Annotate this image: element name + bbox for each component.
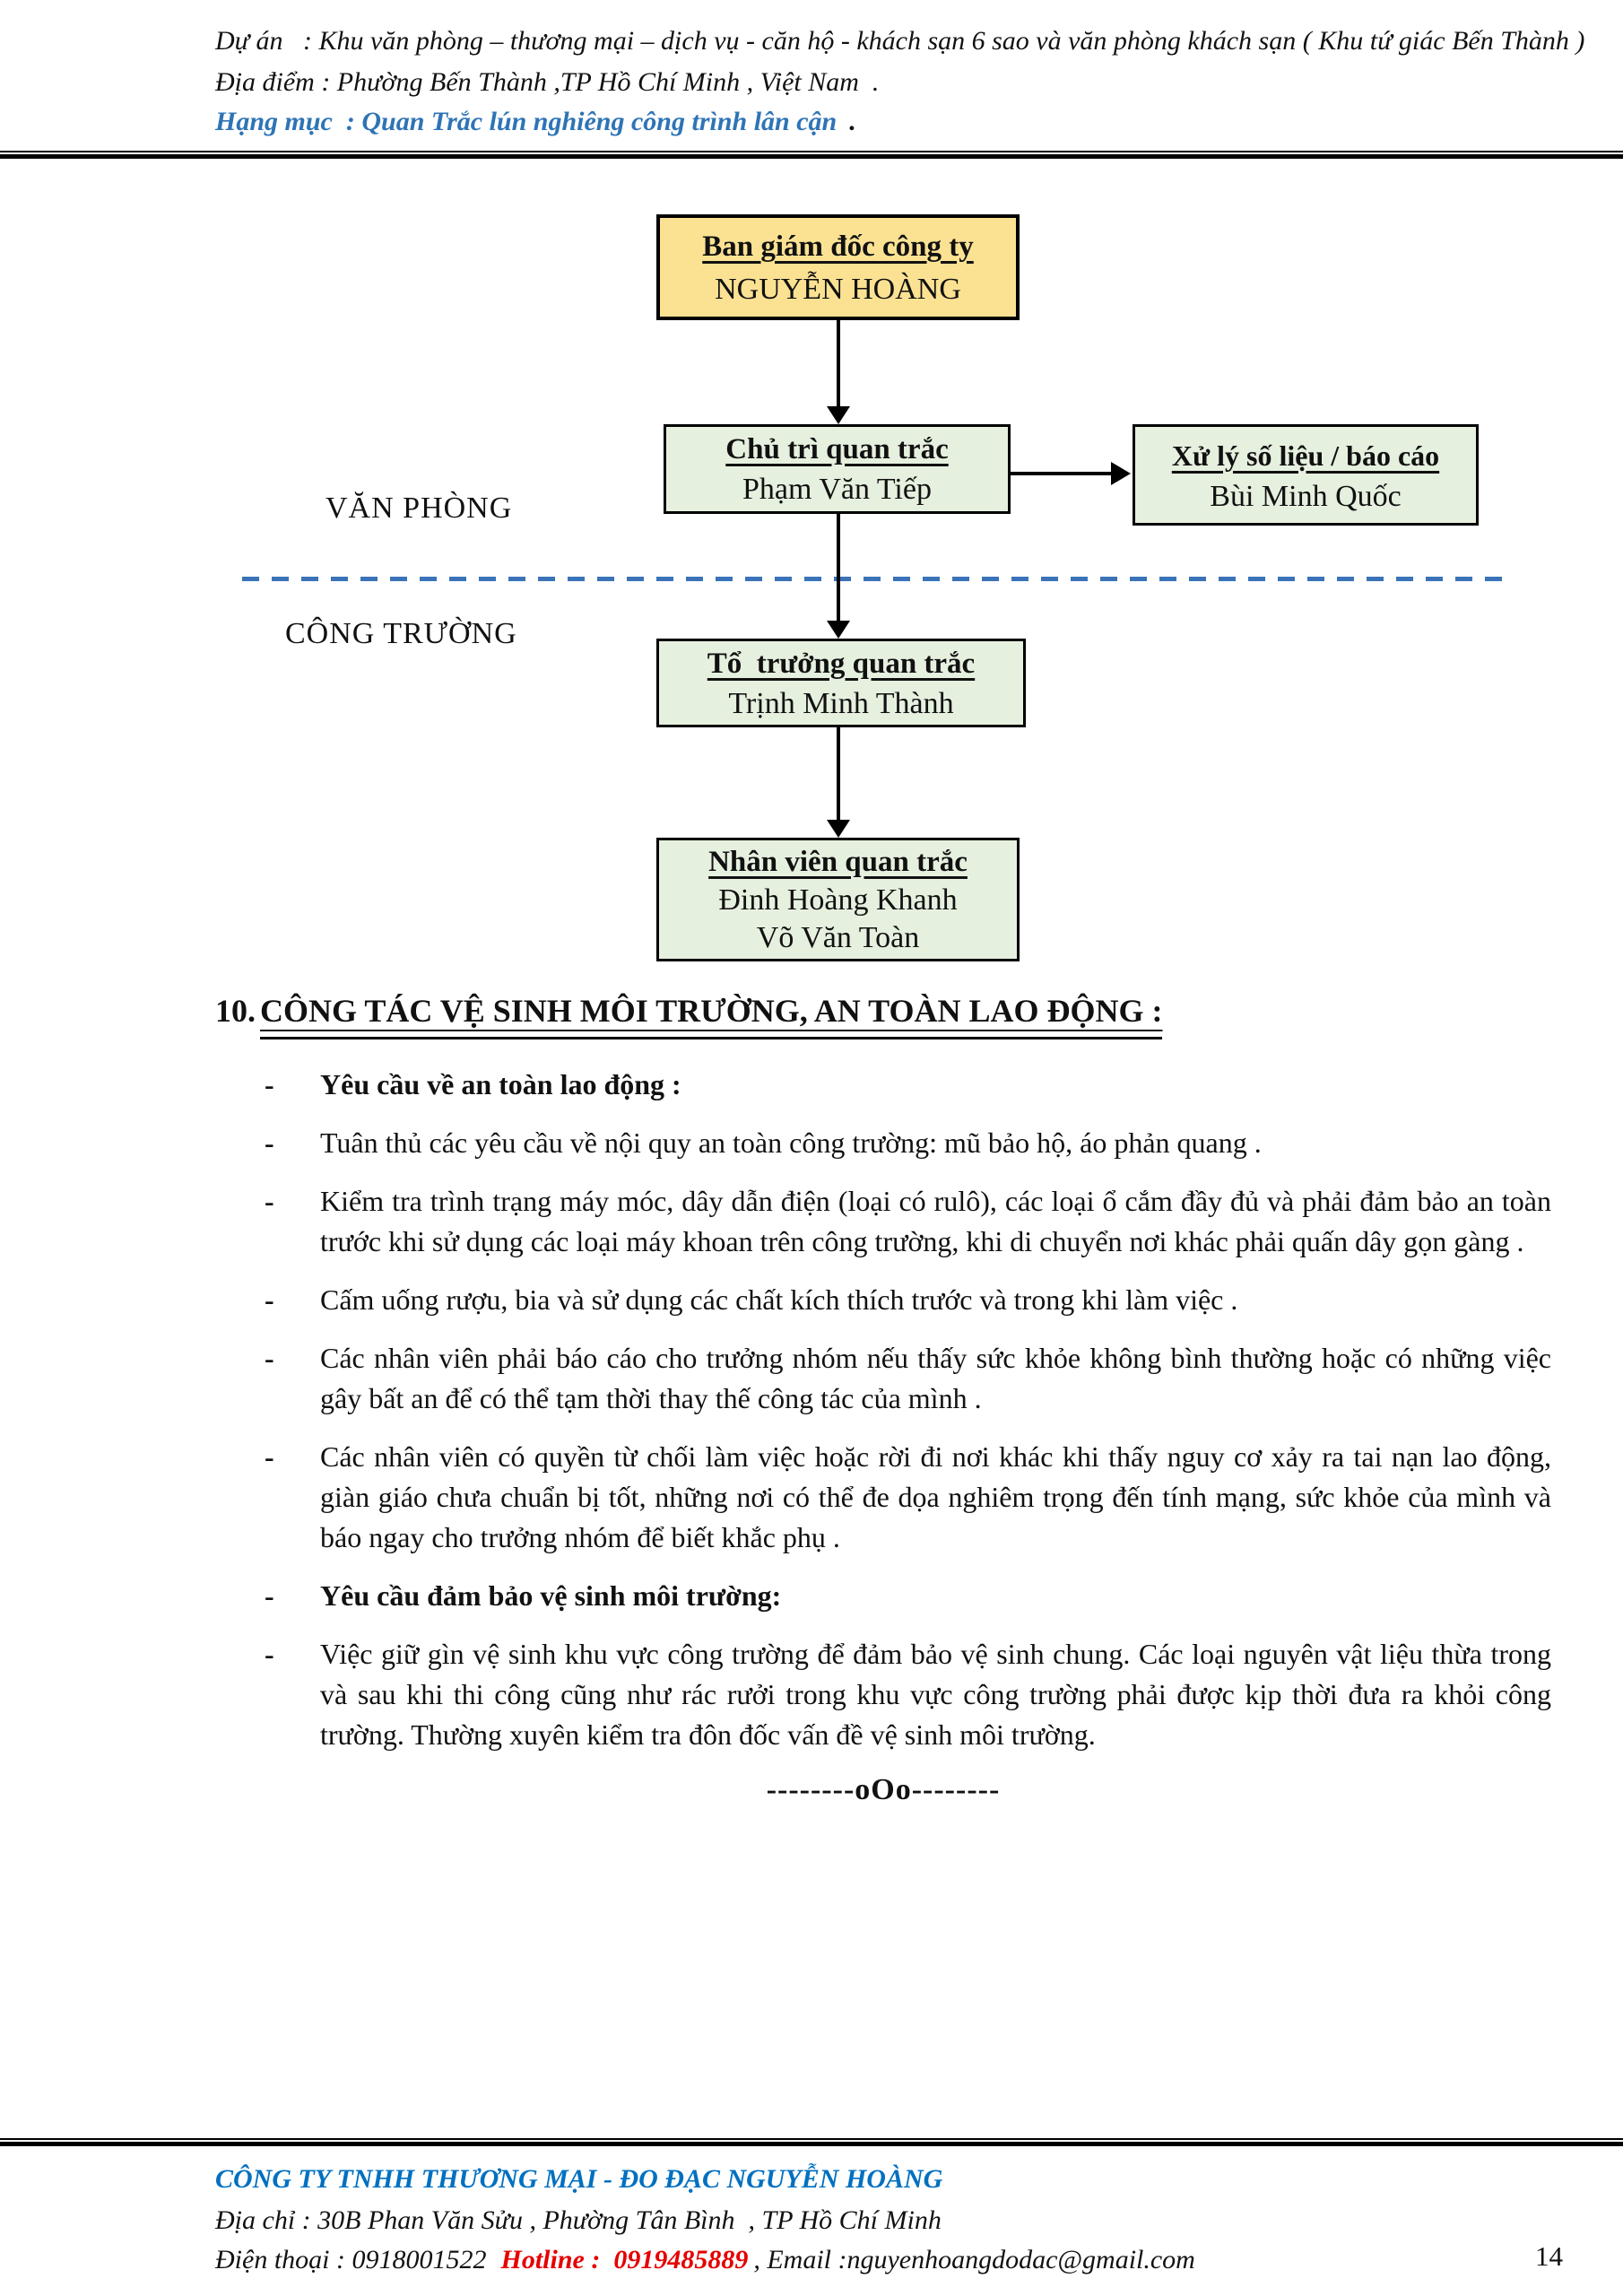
bullet-item [215, 1123, 1551, 1163]
section-heading [215, 989, 1551, 1039]
connector-director-to-lead [837, 320, 840, 406]
zone-office-label: VĂN PHÒNG [325, 491, 513, 525]
org-box-director-name: NGUYỄN HOÀNG [715, 273, 961, 306]
org-box-team-leader-name: Trịnh Minh Thành [728, 686, 954, 720]
org-box-lead-title: Chủ trì quan trắc [725, 433, 949, 465]
bullet-text: Việc giữ gìn vệ sinh khu vực công trường để đảm bảo vệ sinh chung. Các loại nguyên vật liệu thừa trong và sau khi thi công cũng như rác rưởi trong khu vực công trường phải được kịp thời đưa ra khỏi công trường. Thường xuyên kiểm tra đôn đốc vấn đề vệ sinh môi trường. [320, 1638, 1551, 1751]
bullet-text: Cấm uống rượu, bia và sử dụng các chất kích thích trước và trong khi làm việc . [320, 1283, 1238, 1316]
org-box-team-leader-title: Tổ trưởng quan trắc [707, 647, 976, 680]
footer-contact-line [215, 2242, 1195, 2278]
bullet-marker: - [265, 1126, 274, 1159]
bullet-item [215, 1181, 1551, 1262]
bullet-marker: - [265, 1283, 274, 1316]
arrow-down-icon [827, 621, 850, 639]
bullet-text: Các nhân viên phải báo cáo cho trưởng nhóm nếu thấy sức khỏe không bình thường hoặc có những việc gây bất an để có thể tạm thời thay thế công tác của mình . [320, 1342, 1551, 1414]
header-project-line: Dự án : Khu văn phòng – thương mại – dịch vụ - căn hộ - khách sạn 6 sao và văn phòng khách sạn ( Khu tứ giác Bến Thành ) [215, 26, 1585, 56]
arrow-down-icon [827, 406, 850, 424]
bullet-text: Các nhân viên có quyền từ chối làm việc hoặc rời đi nơi khác khi thấy nguy cơ xảy ra tai nạn lao động, giàn giáo chưa chuẩn bị tốt, những nơi có thể đe dọa nghiêm trọng đến tính mạng, sức khỏe của mình và báo ngay cho trưởng nhóm để biết khắc phụ . [320, 1440, 1551, 1553]
footer-rule [0, 2138, 1623, 2146]
org-box-staff [656, 838, 1020, 961]
bullet-text: Yêu cầu đảm bảo vệ sinh môi trường: [320, 1579, 782, 1612]
page-number: 14 [1535, 2240, 1563, 2272]
org-box-processing-name: Bùi Minh Quốc [1210, 479, 1402, 513]
org-box-lead [664, 424, 1011, 514]
bullet-text: Tuân thủ các yêu cầu về nội quy an toàn công trường: mũ bảo hộ, áo phản quang . [320, 1126, 1262, 1159]
bullet-item [215, 1437, 1551, 1558]
footer-company: CÔNG TY TNHH THƯƠNG MẠI - ĐO ĐẠC NGUYỄN HOÀNG [215, 2164, 943, 2194]
footer-email: , Email :nguyenhoangdodac@gmail.com [753, 2245, 1195, 2274]
office-site-dashed-divider [242, 577, 1504, 581]
footer-address: Địa chỉ : 30B Phan Văn Sửu , Phường Tân Bình , TP Hồ Chí Minh [215, 2205, 942, 2235]
org-box-director [656, 214, 1020, 320]
org-box-staff-name-2: Võ Văn Toàn [756, 921, 920, 954]
footer-phone: Điện thoại : 0918001522 [215, 2245, 487, 2274]
bullet-marker: - [265, 1579, 274, 1612]
org-box-team-leader [656, 639, 1026, 727]
bullet-item [215, 1065, 1551, 1105]
arrow-right-icon [1111, 462, 1131, 485]
header-category-line [215, 104, 856, 140]
connector-teamleader-to-staff [837, 727, 840, 820]
header-location-line: Địa điểm : Phường Bến Thành ,TP Hồ Chí Minh , Việt Nam . [215, 67, 880, 97]
footer-hotline: Hotline : 0919485889 [500, 2245, 749, 2274]
connector-lead-to-teamleader [837, 514, 840, 621]
bullet-text: Kiểm tra trình trạng máy móc, dây dẫn điện (loại có rulô), các loại ổ cắm đầy đủ và phải đảm bảo an toàn trước khi sử dụng các loại máy khoan trên công trường, khi di chuyển nơi khác phải quấn dây gọn gàng . [320, 1185, 1551, 1257]
bullet-marker: - [265, 1638, 274, 1670]
header-category-text: Hạng mục : Quan Trắc lún nghiêng công trình lân cận [215, 107, 838, 136]
org-box-lead-name: Phạm Văn Tiếp [742, 473, 932, 506]
end-divider: --------oOo-------- [766, 1773, 1001, 1806]
section-number: 10. [215, 993, 256, 1029]
org-box-staff-name-1: Đinh Hoàng Khanh [718, 883, 958, 917]
bullet-marker: - [265, 1342, 274, 1374]
connector-lead-to-processing [1011, 472, 1111, 475]
bullet-text: Yêu cầu về an toàn lao động : [320, 1068, 681, 1100]
bullet-item [215, 1280, 1551, 1320]
bullet-item [215, 1634, 1551, 1755]
bullet-marker: - [265, 1185, 274, 1217]
zone-site-label: CÔNG TRƯỜNG [285, 617, 517, 650]
section-safety [215, 989, 1551, 1807]
bullet-item [215, 1576, 1551, 1616]
bullet-marker: - [265, 1068, 274, 1100]
header-rule [0, 151, 1623, 159]
bullet-list [215, 1065, 1551, 1755]
org-box-staff-title: Nhân viên quan trắc [708, 846, 968, 878]
bullet-marker: - [265, 1440, 274, 1473]
org-box-director-title: Ban giám đốc công ty [702, 230, 974, 263]
section-title: CÔNG TÁC VỆ SINH MÔI TRƯỜNG, AN TOÀN LAO ĐỘNG : [260, 989, 1162, 1039]
org-box-processing-title: Xử lý số liệu / báo cáo [1171, 439, 1440, 472]
bullet-item [215, 1338, 1551, 1419]
header-category-suffix: . [849, 107, 856, 136]
org-box-processing [1133, 424, 1479, 526]
arrow-down-icon [827, 820, 850, 838]
